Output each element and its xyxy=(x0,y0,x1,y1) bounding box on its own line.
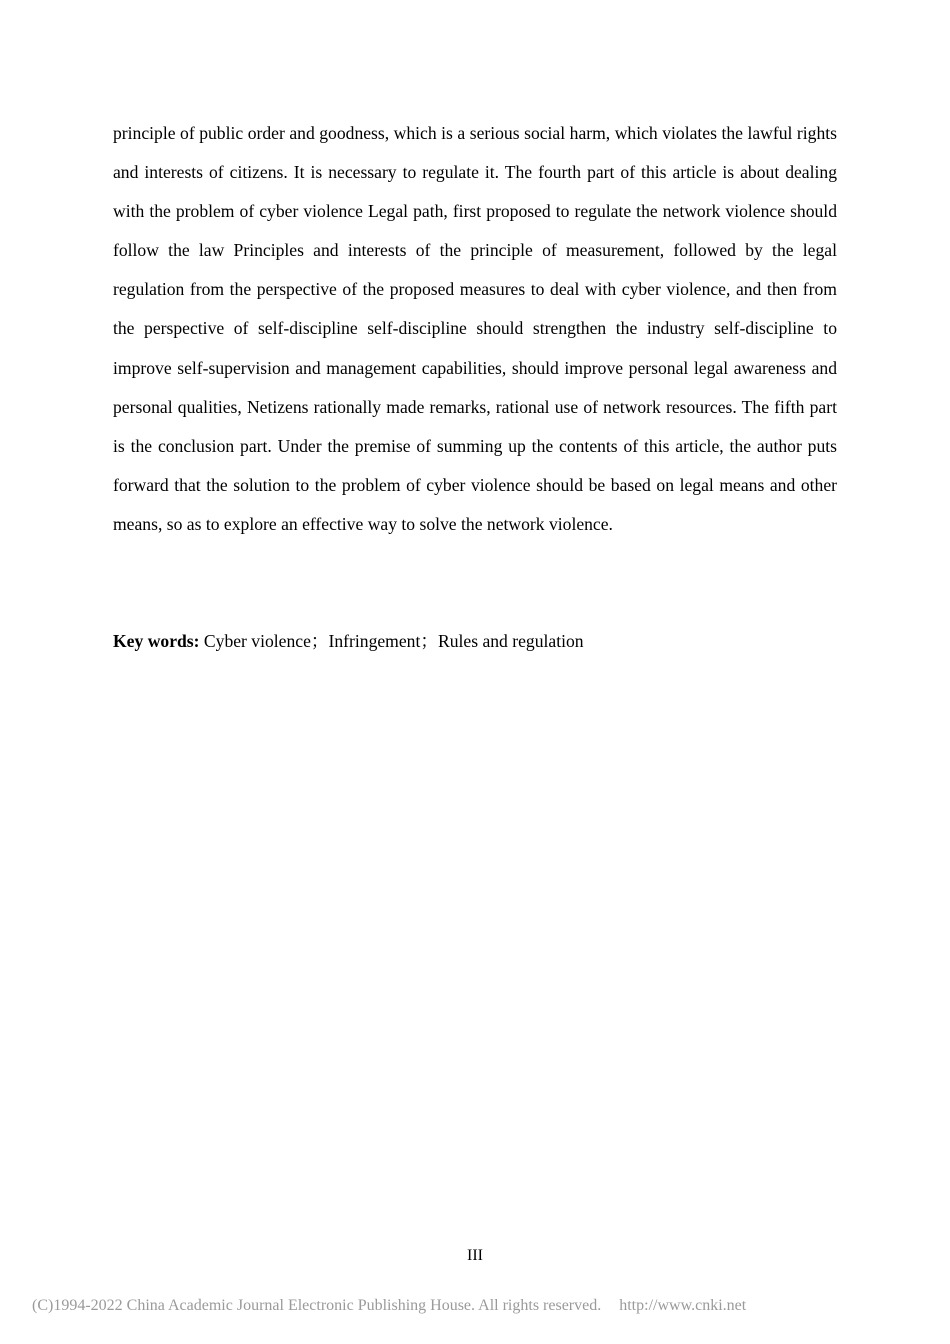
keywords-label: Key words: xyxy=(113,631,200,651)
keyword-item: Infringement xyxy=(328,631,421,651)
keyword-item: Cyber violence xyxy=(203,631,311,651)
page-number: III xyxy=(467,1247,483,1264)
abstract-continued-paragraph: principle of public order and goodness, which is a serious social harm, which violates the lawful rights and interests of citizens. It is necessary to regulate it. The fourth part of this article is about dealing with the problem of cyber violence Legal path, first proposed to regulate the network violence should follow the law Principles and interests of the principle of measurement, followed by the legal regulation from the perspective of the proposed measures to deal with cyber violence, and then from the perspective of self-discipline self-discipline should strengthen the industry self-discipline to improve self-supervision and management capabilities, should improve personal legal awareness and personal qualities, Netizens rationally made remarks, rational use of network resources. The fifth part is the conclusion part. Under the premise of summing up the contents of this article, the author puts forward that the solution to the problem of cyber violence should be based on legal means and other means, so as to explore an effective way to solve the network violence. xyxy=(113,123,837,534)
keyword-separator: ； xyxy=(310,631,329,651)
keywords-line xyxy=(113,622,837,661)
keyword-separator: ； xyxy=(420,631,438,651)
copyright-text: (C)1994-2022 China Academic Journal Electronic Publishing House. All rights reserved. xyxy=(32,1297,602,1314)
footer-url[interactable]: http://www.cnki.net xyxy=(619,1297,747,1314)
copyright-footer xyxy=(32,1295,932,1317)
keyword-item: Rules and regulation xyxy=(437,631,584,651)
